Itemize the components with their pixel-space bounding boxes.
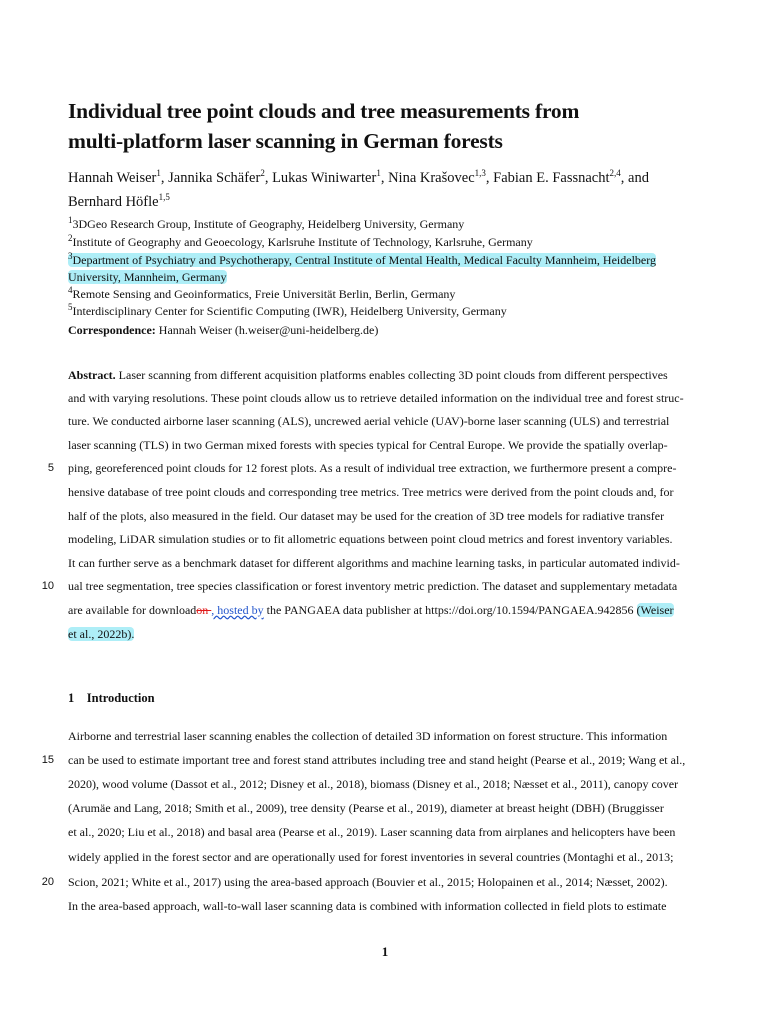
intro-line: (Arumäe and Lang, 2018; Smith et al., 2009), tree density (Pearse et al., 2019), diameter at breast height (DBH) (Bruggisser: [68, 801, 664, 815]
page-number: 1: [381, 944, 389, 959]
affiliation-1: $^1$3DGeo Research Group, Institute of Geography, Heidelberg University, Germany: [68, 215, 465, 231]
abstract-line: hensive database of tree point clouds and corresponding tree metrics. Tree metrics were derived from the point clouds and, for: [68, 485, 674, 499]
affiliation-5: $^5$Interdisciplinary Center for Scientific Computing (IWR), Heidelberg University, Germany: [68, 302, 507, 318]
abstract-line: and with varying resolutions. These point clouds allow us to retrieve detailed information on the individual tree and forest struc-: [68, 391, 684, 405]
inserted-text: , hosted by: [211, 603, 264, 617]
intro-line: 2020), wood volume (Dassot et al., 2012; Disney et al., 2018), biomass (Disney et al., 2018; Næsset et al., 2011), canopy cover: [68, 777, 679, 791]
title-line-2: multi-platform laser scanning in German forests: [68, 129, 503, 153]
intro-line: Scion, 2021; White et al., 2017) using the area-based approach (Bouvier et al., 2015; Holopainen et al., 2014; Næsset, 2002).: [68, 875, 668, 889]
author-affil: 1,3: [474, 168, 486, 178]
paper-title: [68, 96, 708, 156]
section-heading: 1 Introduction: [68, 691, 155, 705]
highlighted-citation: et al., 2022b).: [68, 627, 135, 641]
intro-line: et al., 2020; Liu et al., 2018) and basal area (Pearse et al., 2019). Laser scanning data from airplanes and helicopters have been: [68, 825, 676, 839]
author-list: Hannah Weiser$^1$, Jannika Schäfer$^2$, Lukas Winiwarter$^1$, Nina Krašovec$^{1,3}$, Fabian E. Fassnacht$^{2,4}$, and Bernhard Höfle$^{1,5}$: [68, 168, 649, 210]
line-number: 15: [41, 754, 54, 766]
deleted-text: on: [196, 603, 212, 617]
abstract-line: ture. We conducted airborne laser scanning (ALS), uncrewed aerial vehicle (UAV)-borne laser scanning (ULS) and terrestrial: [68, 414, 670, 428]
correspondence: Correspondence: Hannah Weiser (h.weiser@uni-heidelberg.de): [68, 323, 379, 337]
affiliation-4: $^4$Remote Sensing and Geoinformatics, Freie Universität Berlin, Berlin, Germany: [68, 285, 456, 301]
intro-line: can be used to estimate important tree and forest stand attributes including tree and stand height (Pearse et al., 2019; Wang et al.,: [68, 753, 686, 767]
title-line-1: Individual tree point clouds and tree measurements from: [68, 99, 580, 123]
abstract-line: half of the plots, also measured in the field. Our dataset may be used for the creation of 3D tree models for radiative transfer: [68, 509, 665, 523]
author-affil: 1,5: [158, 191, 170, 202]
line-number: 20: [41, 876, 54, 888]
abstract-line: laser scanning (TLS) in two German mixed forests with species typical for Central Europe. We provide the spatially overlap-: [68, 438, 668, 452]
author-name: Fabian E. Fassnacht: [493, 169, 610, 186]
affiliation-2: $^2$Institute of Geography and Geoecology, Karlsruhe Institute of Technology, Karlsruhe, Germany: [68, 233, 533, 249]
author-name: Hannah Weiser: [68, 169, 157, 186]
line-number: 10: [41, 580, 54, 592]
author-name: Nina Krašovec: [388, 169, 475, 186]
highlighted-citation: (Weiser: [636, 603, 674, 617]
author-affil: 2,4: [609, 168, 621, 178]
intro-line: Airborne and terrestrial laser scanning enables the collection of detailed 3D information on forest structure. This information: [68, 729, 668, 743]
abstract-line: ual tree segmentation, tree species classification or forest inventory metric prediction. The dataset and supplementary metadata: [68, 579, 678, 593]
intro-line: widely applied in the forest sector and are operationally used for forest inventories in several countries (Montaghi et al., 2013;: [68, 850, 674, 864]
abstract-line: ping, georeferenced point clouds for 12 forest plots. As a result of individual tree extraction, we furthermore present a compre-: [68, 461, 677, 475]
author-name: Bernhard Höfle: [68, 193, 159, 210]
abstract-line: Abstract. Laser scanning from different acquisition platforms enables collecting 3D point clouds from different perspectives: [68, 368, 668, 382]
affiliation-3: $^3$Department of Psychiatry and Psychotherapy, Central Institute of Mental Health, Medical Faculty Mannheim, Heidelberg University, Mannheim, Germany: [68, 251, 657, 284]
abstract-line: modeling, LiDAR simulation studies or to fit allometric equations between point cloud metrics and forest inventory variables.: [68, 532, 673, 546]
author-affil: 2: [260, 168, 265, 178]
abstract-line: [68, 626, 700, 642]
author-name: Lukas Winiwarter: [272, 169, 377, 186]
author-affil: 1: [156, 168, 161, 178]
line-number: 5: [47, 462, 54, 474]
abstract-line: It can further serve as a benchmark dataset for different algorithms and machine learning tasks, in particular automated individ-: [68, 556, 680, 570]
intro-line: In the area-based approach, wall-to-wall laser scanning data is combined with information collected in field plots to estimate: [68, 899, 667, 913]
author-name: Jannika Schäfer: [168, 169, 261, 186]
abstract-line: are available for downloadon , hosted by the PANGAEA data publisher at https://doi.org/10.1594/PANGAEA.942856 (Weiser: [68, 603, 674, 617]
author-affil: 1: [376, 168, 381, 178]
